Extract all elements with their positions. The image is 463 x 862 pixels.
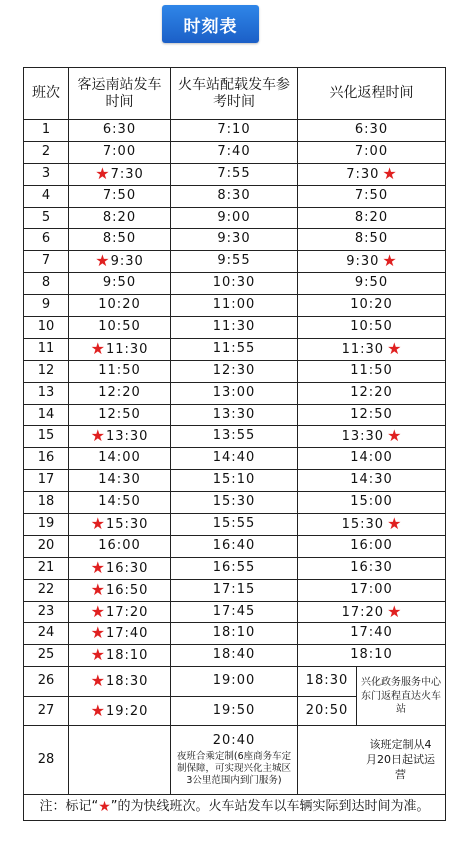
- header-row: [24, 68, 446, 120]
- kenan-time-empty: [69, 726, 171, 795]
- train-time: 15:10: [171, 470, 298, 492]
- table-row: [24, 163, 446, 185]
- express-star-icon: ★: [387, 338, 402, 358]
- row-no: 20: [24, 535, 69, 557]
- kenan-time: 6:30: [69, 120, 171, 142]
- header-train: 火车站配载发车参考时间: [171, 68, 298, 120]
- express-star-icon: ★: [382, 163, 397, 183]
- table-row: [24, 338, 446, 360]
- train-time: 13:00: [171, 382, 298, 404]
- row-no: 28: [24, 726, 69, 795]
- xinghua-time: 8:20: [298, 207, 446, 229]
- express-star-icon: ★: [90, 338, 105, 358]
- kenan-time: 10:50: [69, 317, 171, 339]
- kenan-time: ★17:20: [69, 601, 171, 623]
- train-time: 9:30: [171, 229, 298, 251]
- xinghua-time-27: 20:50: [305, 702, 349, 718]
- xinghua-merged-cell: [298, 667, 446, 726]
- express-star-icon: ★: [95, 251, 110, 271]
- row-no: 24: [24, 623, 69, 645]
- train-time: 15:55: [171, 514, 298, 536]
- table-row: [24, 470, 446, 492]
- row-no: 13: [24, 382, 69, 404]
- table-row: [24, 726, 446, 795]
- xinghua-time: 13:30 ★: [298, 426, 446, 448]
- table-row: [24, 273, 446, 295]
- kenan-time: 11:50: [69, 360, 171, 382]
- kenan-time: ★18:30: [69, 667, 171, 697]
- kenan-time: ★19:20: [69, 696, 171, 726]
- kenan-time: 14:00: [69, 448, 171, 470]
- row-no: 1: [24, 120, 69, 142]
- table-row: [24, 229, 446, 251]
- header-no: 班次: [24, 68, 69, 120]
- xinghua-time: 14:30: [298, 470, 446, 492]
- xinghua-time: 10:20: [298, 295, 446, 317]
- row-no: 8: [24, 273, 69, 295]
- xinghua-time: 18:10: [298, 645, 446, 667]
- timetable: [23, 67, 446, 821]
- table-row: [24, 360, 446, 382]
- row-no: 22: [24, 579, 69, 601]
- row-no: 14: [24, 404, 69, 426]
- xinghua-time: 11:50: [298, 360, 446, 382]
- kenan-time: 10:20: [69, 295, 171, 317]
- xinghua-time-26: 18:30: [298, 667, 356, 697]
- row-no: 26: [24, 667, 69, 697]
- kenan-time: 16:00: [69, 535, 171, 557]
- xinghua-time: 9:50: [298, 273, 446, 295]
- row-no: 3: [24, 163, 69, 185]
- row-no: 5: [24, 207, 69, 229]
- xinghua-direct-note: 兴化政务服务中心东门返程直达火车站: [361, 677, 441, 716]
- express-star-icon: ★: [90, 579, 105, 599]
- table-row: [24, 251, 446, 273]
- table-row: [24, 120, 446, 142]
- xinghua-time: 12:20: [298, 382, 446, 404]
- xinghua-time: 8:50: [298, 229, 446, 251]
- xinghua-time: 7:50: [298, 185, 446, 207]
- footer-note-row: [24, 795, 446, 821]
- xinghua-time: 9:30 ★: [298, 251, 446, 273]
- xinghua-time: 6:30: [298, 120, 446, 142]
- xinghua-time: 16:00: [298, 535, 446, 557]
- header-xinghua: 兴化返程时间: [298, 68, 446, 120]
- table-row: [24, 535, 446, 557]
- row-no: 15: [24, 426, 69, 448]
- train-time: 8:30: [171, 185, 298, 207]
- train-time: 9:00: [171, 207, 298, 229]
- express-star-icon: ★: [98, 799, 111, 816]
- row-no: 21: [24, 557, 69, 579]
- train-time: 19:50: [171, 696, 298, 726]
- express-star-icon: ★: [90, 645, 105, 665]
- row-no: 19: [24, 514, 69, 536]
- train-time: 18:10: [171, 623, 298, 645]
- train-time: 16:40: [171, 535, 298, 557]
- row-no: 6: [24, 229, 69, 251]
- train-time: 11:30: [171, 317, 298, 339]
- train-time: 10:30: [171, 273, 298, 295]
- kenan-time: 8:20: [69, 207, 171, 229]
- table-row: [24, 141, 446, 163]
- kenan-time: 14:30: [69, 470, 171, 492]
- row-no: 18: [24, 492, 69, 514]
- night-custom-note: 夜班合乘定制(6座商务车定制保障，可实现兴化主城区3公里范围内到门服务): [176, 750, 292, 786]
- row-no: 16: [24, 448, 69, 470]
- table-row: [24, 557, 446, 579]
- xinghua-time: 7:00: [298, 141, 446, 163]
- train-time: 13:30: [171, 404, 298, 426]
- table-row: [24, 667, 446, 697]
- table-row: [24, 404, 446, 426]
- row-no: 27: [24, 696, 69, 726]
- row-no: 23: [24, 601, 69, 623]
- table-row: [24, 579, 446, 601]
- xinghua-time: 17:00: [298, 579, 446, 601]
- express-star-icon: ★: [382, 251, 397, 271]
- train-time: 19:00: [171, 667, 298, 697]
- train-night-cell: [171, 726, 298, 795]
- train-time: 20:40: [212, 732, 256, 748]
- row-no: 25: [24, 645, 69, 667]
- express-star-icon: ★: [387, 514, 402, 533]
- kenan-time: 7:50: [69, 185, 171, 207]
- express-star-icon: ★: [90, 623, 105, 643]
- train-time: 13:55: [171, 426, 298, 448]
- xinghua-time: 7:30 ★: [298, 163, 446, 185]
- row-no: 2: [24, 141, 69, 163]
- kenan-time: 8:50: [69, 229, 171, 251]
- express-star-icon: ★: [90, 426, 105, 446]
- kenan-time: ★16:30: [69, 557, 171, 579]
- train-time: 14:40: [171, 448, 298, 470]
- kenan-time: ★16:50: [69, 579, 171, 601]
- xinghua-time: 17:40: [298, 623, 446, 645]
- row-no: 11: [24, 338, 69, 360]
- train-time: 18:40: [171, 645, 298, 667]
- kenan-time: ★7:30: [69, 163, 171, 185]
- kenan-time: 12:20: [69, 382, 171, 404]
- xinghua-custom-cell: [298, 726, 446, 795]
- express-star-icon: ★: [90, 557, 105, 577]
- table-row: [24, 295, 446, 317]
- row-no: 12: [24, 360, 69, 382]
- footer-note: 注：标记“★”的为快线班次。火车站发车以车辆实际到达时间为准。: [24, 795, 446, 821]
- table-row: [24, 426, 446, 448]
- table-row: [24, 601, 446, 623]
- express-star-icon: ★: [90, 700, 105, 720]
- train-time: 12:30: [171, 360, 298, 382]
- train-time: 16:55: [171, 557, 298, 579]
- express-star-icon: ★: [90, 671, 105, 691]
- table-row: [24, 207, 446, 229]
- table-row: [24, 623, 446, 645]
- kenan-time: ★15:30: [69, 514, 171, 536]
- express-star-icon: ★: [387, 426, 402, 446]
- kenan-time: ★13:30: [69, 426, 171, 448]
- timetable-body: [24, 120, 446, 821]
- train-time: 7:10: [171, 120, 298, 142]
- table-row: [24, 492, 446, 514]
- page-title: 时刻表: [162, 5, 259, 43]
- kenan-time: 9:50: [69, 273, 171, 295]
- xinghua-time: 11:30 ★: [298, 338, 446, 360]
- xinghua-time: 14:00: [298, 448, 446, 470]
- express-star-icon: ★: [95, 163, 110, 183]
- row-no: 4: [24, 185, 69, 207]
- xinghua-time: 12:50: [298, 404, 446, 426]
- xinghua-time: 15:30 ★: [298, 514, 446, 536]
- kenan-time: ★18:10: [69, 645, 171, 667]
- kenan-time: 7:00: [69, 141, 171, 163]
- express-star-icon: ★: [90, 514, 105, 533]
- xinghua-time: 10:50: [298, 317, 446, 339]
- table-row: [24, 382, 446, 404]
- train-time: 17:45: [171, 601, 298, 623]
- table-row: [24, 317, 446, 339]
- express-star-icon: ★: [387, 601, 402, 621]
- custom-trial-note: 该班定制从4月20日起试运营: [366, 738, 435, 781]
- train-time: 7:40: [171, 141, 298, 163]
- kenan-time: ★9:30: [69, 251, 171, 273]
- row-no: 10: [24, 317, 69, 339]
- train-time: 15:30: [171, 492, 298, 514]
- table-row: [24, 645, 446, 667]
- express-star-icon: ★: [90, 601, 105, 621]
- header-kenan: 客运南站发车时间: [69, 68, 171, 120]
- train-time: 17:15: [171, 579, 298, 601]
- kenan-time: ★17:40: [69, 623, 171, 645]
- row-no: 9: [24, 295, 69, 317]
- kenan-time: ★11:30: [69, 338, 171, 360]
- kenan-time: 12:50: [69, 404, 171, 426]
- train-time: 7:55: [171, 163, 298, 185]
- train-time: 9:55: [171, 251, 298, 273]
- kenan-time: 14:50: [69, 492, 171, 514]
- train-time: 11:55: [171, 338, 298, 360]
- row-no: 17: [24, 470, 69, 492]
- table-row: [24, 185, 446, 207]
- table-row: [24, 514, 446, 536]
- xinghua-time: 16:30: [298, 557, 446, 579]
- row-no: 7: [24, 251, 69, 273]
- train-time: 11:00: [171, 295, 298, 317]
- xinghua-time: 15:00: [298, 492, 446, 514]
- xinghua-time: 17:20 ★: [298, 601, 446, 623]
- table-row: [24, 448, 446, 470]
